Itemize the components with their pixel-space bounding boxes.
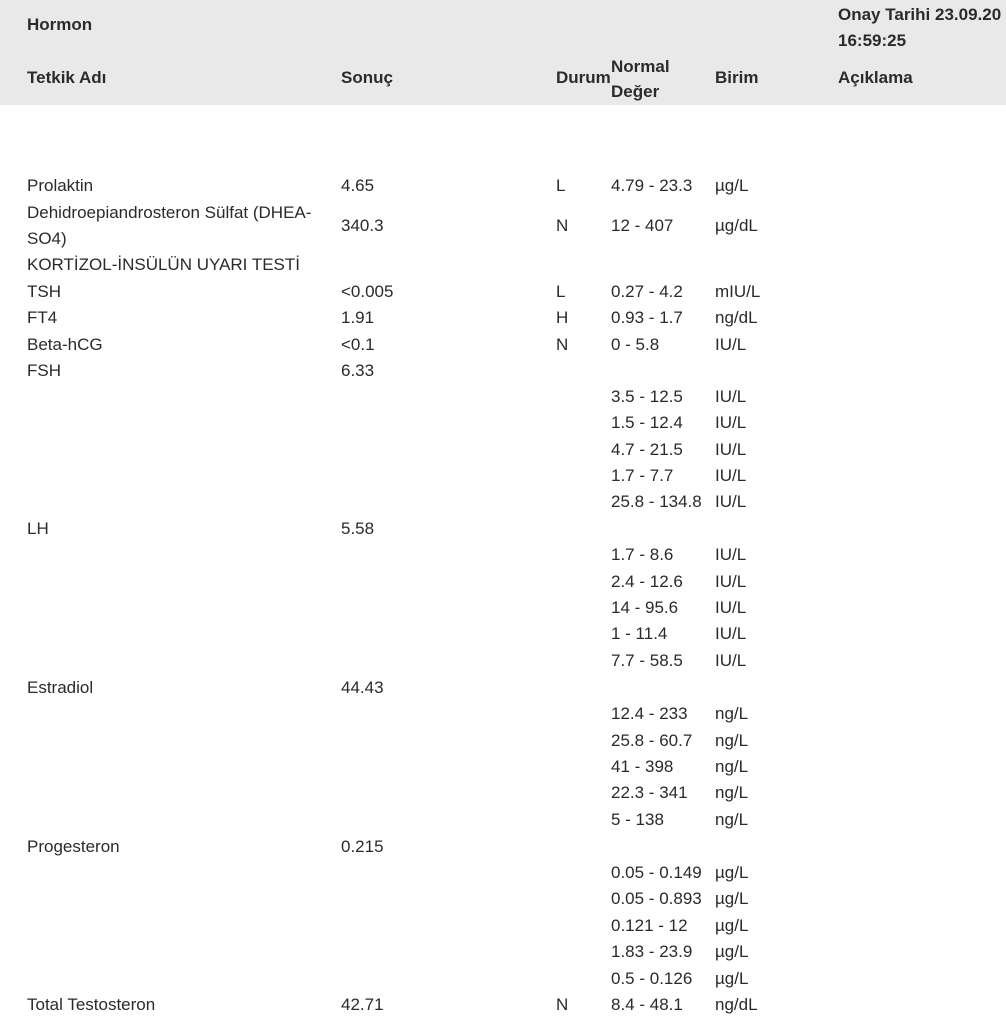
table-row (0, 305, 1006, 331)
cell-normal: 1 - 11.4 (611, 624, 668, 643)
cell-unit: IU/L (715, 335, 747, 354)
table-row (0, 384, 1006, 410)
cell-name: Total Testosteron (27, 995, 156, 1014)
cell-result: 0.215 (341, 837, 384, 856)
table-row (0, 886, 1006, 912)
cell-status: H (556, 308, 569, 327)
cell-status: N (556, 216, 569, 235)
cell-unit: IU/L (715, 413, 747, 432)
cell-result: 340.3 (341, 216, 384, 235)
cell-normal: 0.05 - 0.893 (611, 889, 702, 908)
column-header-status: Durum (556, 68, 611, 87)
cell-unit: IU/L (715, 387, 747, 406)
cell-normal: 12 - 407 (611, 216, 674, 235)
column-header-unit: Birim (715, 68, 759, 87)
cell-status: N (556, 335, 569, 354)
cell-normal: 25.8 - 134.8 (611, 492, 702, 511)
cell-unit: ng/L (715, 783, 749, 802)
table-row (0, 410, 1006, 436)
cell-name: TSH (27, 282, 61, 301)
table-row (0, 992, 1006, 1018)
table-row (0, 834, 1006, 860)
cell-normal: 0.5 - 0.126 (611, 969, 693, 988)
cell-name: KORTİZOL-İNSÜLÜN UYARI TESTİ (27, 255, 300, 274)
cell-result: 4.65 (341, 176, 375, 195)
footer-cutoff (838, 1018, 1006, 1024)
table-row (0, 913, 1006, 939)
cell-normal: 12.4 - 233 (611, 704, 688, 723)
cell-normal: 4.79 - 23.3 (611, 176, 693, 195)
cell-unit: IU/L (715, 624, 747, 643)
cell-unit: IU/L (715, 466, 747, 485)
cell-result: 5.58 (341, 519, 375, 538)
cell-unit: IU/L (715, 492, 747, 511)
cell-name: Dehidroepiandrosteron Sülfat (DHEA-SO4) (27, 203, 312, 248)
cell-normal: 0.27 - 4.2 (611, 282, 683, 301)
cell-status: L (556, 282, 566, 301)
table-row (0, 203, 1006, 248)
cell-normal: 0 - 5.8 (611, 335, 660, 354)
cell-unit: µg/L (715, 942, 749, 961)
cell-unit: ng/L (715, 810, 749, 829)
section-title: Hormon (27, 15, 93, 34)
cell-normal: 1.7 - 8.6 (611, 545, 674, 564)
cell-status: L (556, 176, 566, 195)
table-row (0, 675, 1006, 701)
column-header-normal-line1: Normal (611, 57, 670, 76)
table-row (0, 780, 1006, 806)
cell-name: Estradiol (27, 678, 94, 697)
table-row (0, 807, 1006, 833)
cell-normal: 0.93 - 1.7 (611, 308, 683, 327)
table-row (0, 173, 1006, 199)
table-row (0, 358, 1006, 384)
cell-unit: mIU/L (715, 282, 761, 301)
table-row (0, 463, 1006, 489)
cell-name: Prolaktin (27, 176, 94, 195)
table-row (0, 860, 1006, 886)
cell-unit: µg/dL (715, 216, 758, 235)
cell-unit: ng/L (715, 757, 749, 776)
cell-normal: 8.4 - 48.1 (611, 995, 683, 1014)
cell-normal: 1.83 - 23.9 (611, 942, 693, 961)
cell-normal: 7.7 - 58.5 (611, 651, 683, 670)
cell-normal: 0.05 - 0.149 (611, 863, 702, 882)
cell-unit: IU/L (715, 545, 747, 564)
column-header-normal-line2: Değer (611, 82, 660, 101)
column-header-result: Sonuç (341, 68, 393, 87)
cell-name: FT4 (27, 308, 58, 327)
table-row (0, 595, 1006, 621)
cell-normal: 1.5 - 12.4 (611, 413, 683, 432)
table-row (0, 966, 1006, 992)
cell-normal: 3.5 - 12.5 (611, 387, 683, 406)
table-row (0, 489, 1006, 515)
column-header-description: Açıklama (838, 68, 913, 87)
table-row (0, 279, 1006, 305)
cell-normal: 22.3 - 341 (611, 783, 688, 802)
table-row (0, 252, 1006, 278)
cell-name: LH (27, 519, 49, 538)
cell-name: FSH (27, 361, 61, 380)
cell-normal: 4.7 - 21.5 (611, 440, 683, 459)
cell-result: 6.33 (341, 361, 375, 380)
cell-result: 1.91 (341, 308, 375, 327)
cell-unit: IU/L (715, 572, 747, 591)
cell-unit: µg/L (715, 916, 749, 935)
cell-normal: 0.121 - 12 (611, 916, 688, 935)
cell-normal: 2.4 - 12.6 (611, 572, 683, 591)
cell-result: 42.71 (341, 995, 384, 1014)
cell-normal: 41 - 398 (611, 757, 674, 776)
table-row (0, 939, 1006, 965)
table-row (0, 648, 1006, 674)
cell-normal: 25.8 - 60.7 (611, 731, 693, 750)
cell-normal: 1.7 - 7.7 (611, 466, 674, 485)
cell-normal: 14 - 95.6 (611, 598, 679, 617)
cell-unit: ng/dL (715, 308, 758, 327)
table-row (0, 542, 1006, 568)
table-row (0, 332, 1006, 358)
cell-unit: ng/dL (715, 995, 758, 1014)
approval-time: 16:59:25 (838, 31, 907, 50)
cell-result: 44.43 (341, 678, 384, 697)
cell-unit: IU/L (715, 651, 747, 670)
cell-name: Progesteron (27, 837, 120, 856)
table-row (0, 701, 1006, 727)
cell-unit: IU/L (715, 598, 747, 617)
column-header-test-name: Tetkik Adı (27, 68, 107, 87)
table-row (0, 437, 1006, 463)
cell-normal: 5 - 138 (611, 810, 664, 829)
approval-date-label: Onay Tarihi 23.09.20 (838, 5, 1002, 24)
cell-unit: ng/L (715, 704, 749, 723)
table-row (0, 569, 1006, 595)
table-row (0, 754, 1006, 780)
cell-status: N (556, 995, 569, 1014)
cell-result: <0.1 (341, 335, 375, 354)
cell-unit: ng/L (715, 731, 749, 750)
cell-name: Beta-hCG (27, 335, 103, 354)
table-row (0, 728, 1006, 754)
cell-unit: IU/L (715, 440, 747, 459)
cell-result: <0.005 (341, 282, 394, 301)
table-row (0, 621, 1006, 647)
cell-unit: µg/L (715, 176, 749, 195)
cell-unit: µg/L (715, 889, 749, 908)
cell-unit: µg/L (715, 863, 749, 882)
table-row (0, 516, 1006, 542)
cell-unit: µg/L (715, 969, 749, 988)
